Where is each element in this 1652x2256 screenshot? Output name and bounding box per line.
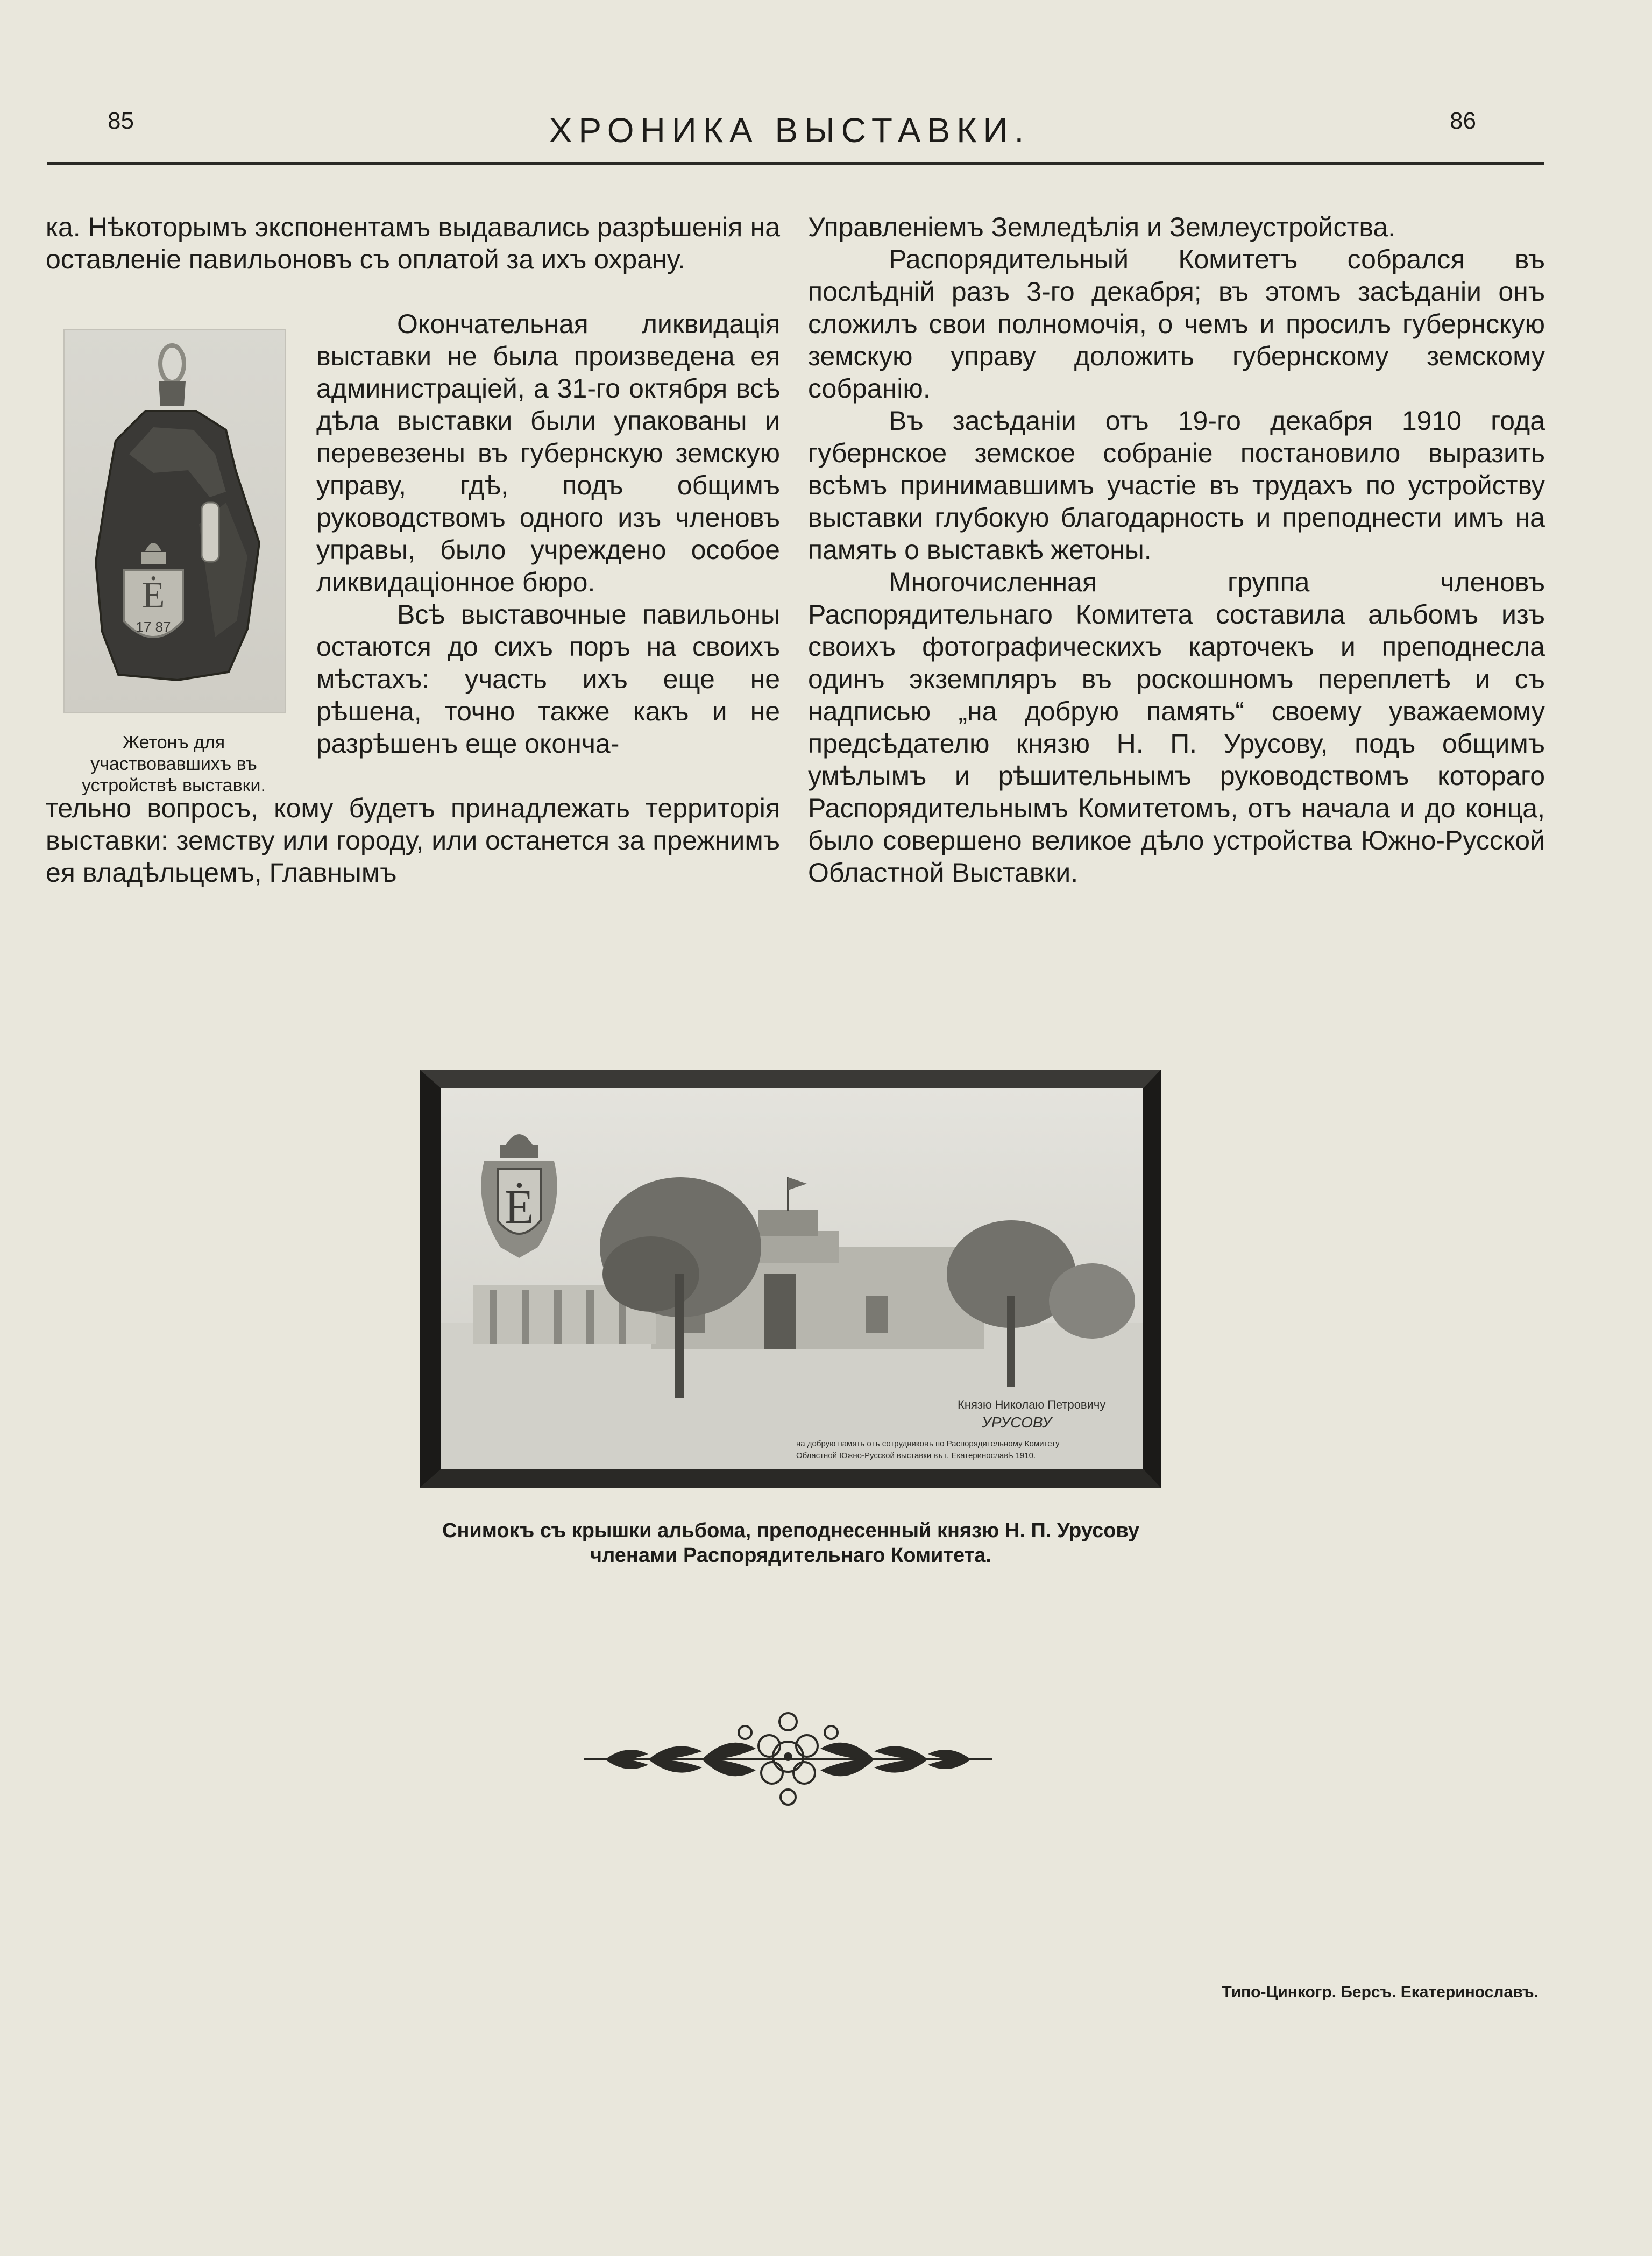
page-number-right: 86 — [1450, 108, 1476, 134]
album-caption — [377, 1518, 1205, 1568]
medal-icon — [65, 330, 285, 712]
left-column-middle — [316, 308, 780, 760]
inscription-line2: УРУСОВУ — [982, 1414, 1052, 1431]
header-rule — [47, 162, 1544, 165]
album-cover-photo — [420, 1070, 1161, 1488]
inscription-line1: Князю Николаю Петровичу — [958, 1398, 1106, 1411]
medal-caption: Жетонъ для участвовавшихъ въ устройствѣ выставки. — [82, 732, 266, 796]
svg-text:Ė: Ė — [504, 1180, 534, 1234]
printer-imprint: Типо-Цинкогр. Берсъ. Екатеринославъ. — [1222, 1983, 1538, 2001]
album-cover-image — [420, 1070, 1161, 1488]
svg-text:17 87: 17 87 — [136, 619, 171, 635]
right-column — [808, 211, 1545, 889]
paragraph: ка. Нѣкоторымъ экспонентамъ выдавались разрѣшенія на оставленіе павильоновъ съ оплатой за ихъ охрану. — [46, 212, 780, 274]
page-number-left: 85 — [108, 108, 134, 134]
album-caption-line: членами Распорядительнаго Комитета. — [590, 1544, 991, 1567]
floral-ornament-icon — [584, 1700, 992, 1813]
paragraph: Въ засѣданіи отъ 19-го декабря 1910 года губернское земское собраніе постановило выразить всѣмъ принимавшимъ участіе въ трудахъ по устройству выставки глубокую благодарность и преподнести имъ на память о выставкѣ жетоны. — [808, 406, 1545, 565]
paragraph: тельно вопросъ, кому будетъ принадлежать территорія выставки: земству или городу, или останется за прежнимъ ея владѣльцемъ, Главнымъ — [46, 793, 780, 888]
paragraph: Многочисленная группа членовъ Распорядительнаго Комитета составила альбомъ изъ своихъ фотографическихъ карточекъ и преподнесла одинъ экземпляръ въ роскошномъ переплетѣ и съ надписью „на добрую память“ своему уважаемому предсѣдателю князю Н. П. Урусову, подъ общимъ умѣлымъ и рѣшительнымъ руководствомъ котораго Распорядительнымъ Комитетомъ, отъ начала и до конца, было совершено великое дѣло устройства Южно-Русской Областной Выставки. — [808, 567, 1545, 888]
left-column-top — [46, 211, 780, 275]
inscription-line3: на добрую память отъ сотрудниковъ по Распорядительному Комитету — [796, 1439, 1060, 1448]
album-caption-line: Снимокъ съ крышки альбома, преподнесенный князю Н. П. Урусову — [442, 1519, 1139, 1542]
floral-ornament — [584, 1700, 992, 1813]
running-head: ХРОНИКА ВЫСТАВКИ. — [549, 111, 1031, 150]
paragraph: Всѣ выставочные павильоны остаются до сихъ поръ на своихъ мѣстахъ: участь ихъ еще не рѣшена, точно также какъ и не разрѣшенъ еще оконча- — [316, 599, 780, 759]
left-column-bottom — [46, 792, 780, 889]
paragraph: Управленіемъ Земледѣлія и Землеустройства. — [808, 212, 1396, 242]
paragraph: Распорядительный Комитетъ собрался въ послѣдній разъ 3-го декабря; въ этомъ засѣданіи онъ сложилъ свои полномочія, о чемъ и просилъ губернскую земскую управу доложить губернскому земскому собранію. — [808, 244, 1545, 404]
inscription-line4: Областной Южно-Русской выставки въ г. Екатеринославѣ 1910. — [796, 1451, 1036, 1460]
paragraph: Окончательная ликвидація выставки не была произведена ея администраціей, а 31-го октября всѣ дѣла выставки были упакованы и перевезены въ губернскую земскую управу, гдѣ, подъ общимъ руководствомъ одного изъ членовъ управы, было учреждено особое ликвидаціонное бюро. — [316, 309, 780, 597]
medal-photo — [63, 329, 286, 713]
svg-text:Ė: Ė — [141, 575, 165, 616]
